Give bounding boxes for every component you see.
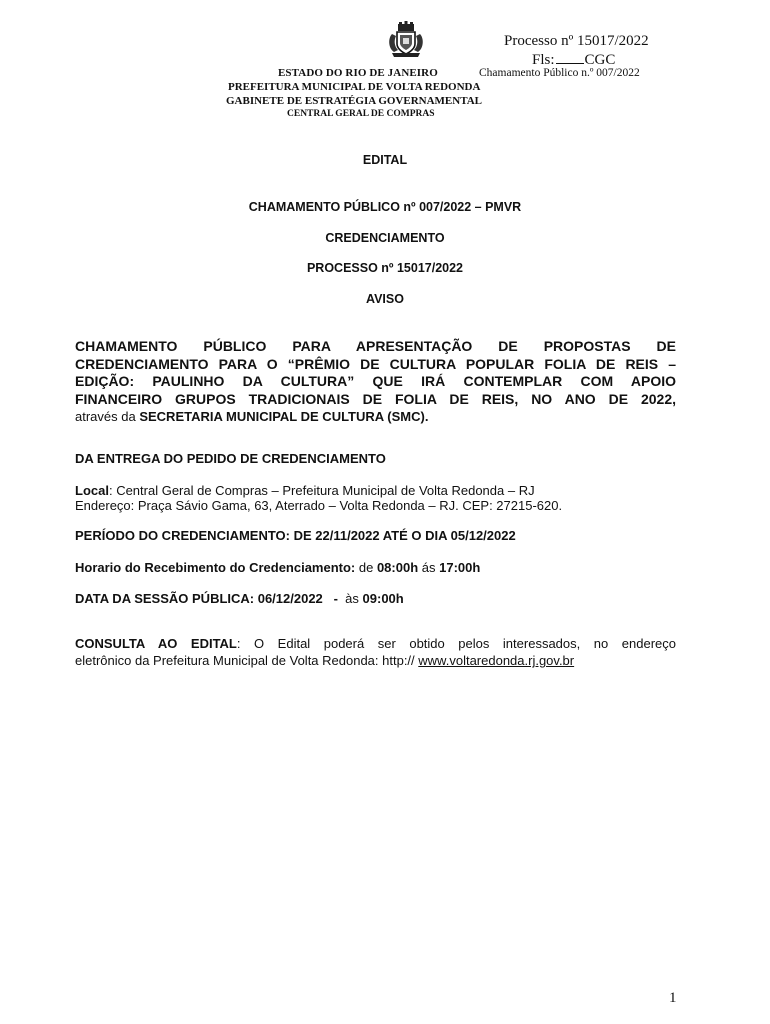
website-link[interactable]: www.voltaredonda.rj.gov.br: [418, 653, 575, 668]
title-edital: EDITAL: [362, 153, 408, 167]
section-heading-entrega: DA ENTREGA DO PEDIDO DE CREDENCIAMENTO: [75, 451, 386, 466]
header-central-compras: CENTRAL GERAL DE COMPRAS: [287, 109, 435, 119]
horario-fim: 17:00h: [439, 560, 481, 575]
sessao-label: DATA DA SESSÃO PÚBLICA: 06/12/2022 -: [75, 591, 338, 606]
folio-suffix: CGC: [584, 52, 616, 68]
header-estado: ESTADO DO RIO DE JANEIRO: [278, 67, 438, 79]
secretaria-name: SECRETARIA MUNICIPAL DE CULTURA (SMC).: [139, 409, 429, 424]
page-number: 1: [669, 990, 677, 1006]
consulta-label: CONSULTA AO EDITAL: [75, 636, 237, 651]
title-processo: PROCESSO nº 15017/2022: [306, 261, 464, 275]
periodo-credenciamento: PERÍODO DO CREDENCIAMENTO: DE 22/11/2022 ATÉ O DIA 05/12/2022: [75, 528, 516, 543]
horario-as: ás: [418, 560, 440, 575]
title-chamamento: CHAMAMENTO PÚBLICO nº 007/2022 – PMVR: [248, 200, 522, 214]
intro-line: FINANCEIRO GRUPOS TRADICIONAIS DE FOLIA DE REIS, NO ANO DE 2022,: [75, 390, 676, 407]
consulta-text: : O Edital poderá ser obtido pelos interessados, no endereço: [236, 636, 676, 651]
horario-label: Horario do Recebimento do Credenciamento:: [75, 560, 356, 575]
intro-paragraph: [75, 338, 676, 426]
sessao-hora: 09:00h: [362, 591, 404, 606]
local-line: [75, 483, 535, 498]
folio-blank-line: [556, 50, 584, 64]
address-line: Endereço: Praça Sávio Gama, 63, Aterrado – Volta Redonda – RJ. CEP: 27215-620.: [75, 498, 563, 513]
intro-through: através da: [75, 409, 140, 424]
local-value: : Central Geral de Compras – Prefeitura Municipal de Volta Redonda – RJ: [108, 483, 535, 498]
consulta-text-2: eletrônico da Prefeitura Municipal de Volta Redonda: http://: [75, 653, 419, 668]
consulta-line: [75, 635, 676, 652]
horario-de: de: [355, 560, 377, 575]
horario-inicio: 08:00h: [376, 560, 419, 575]
consulta-line-2: [75, 653, 574, 668]
process-number: Processo nº 15017/2022: [504, 33, 649, 49]
sessao-as: às: [337, 591, 363, 606]
local-label: Local: [75, 483, 109, 498]
header-chamamento-ref: Chamamento Público n.º 007/2022: [479, 67, 640, 79]
intro-line: CREDENCIAMENTO PARA O “PRÊMIO DE CULTURA POPULAR FOLIA DE REIS –: [75, 355, 676, 372]
header-prefeitura: PREFEITURA MUNICIPAL DE VOLTA REDONDA: [228, 81, 481, 93]
title-credenciamento: CREDENCIAMENTO: [325, 231, 445, 245]
sessao-line: [75, 591, 404, 606]
title-aviso: AVISO: [366, 292, 404, 306]
consulta-paragraph: [75, 635, 676, 669]
header-gabinete: GABINETE DE ESTRATÉGIA GOVERNAMENTAL: [226, 95, 483, 107]
coat-of-arms-icon: [386, 20, 426, 58]
intro-line-secretaria: [75, 408, 676, 426]
horario-line: [75, 560, 480, 575]
intro-line: EDIÇÃO: PAULINHO DA CULTURA” QUE IRÁ CONTEMPLAR COM APOIO: [75, 373, 676, 389]
intro-line: CHAMAMENTO PÚBLICO PARA APRESENTAÇÃO DE PROPOSTAS DE: [75, 338, 676, 354]
folio-prefix: Fls:: [532, 52, 555, 68]
